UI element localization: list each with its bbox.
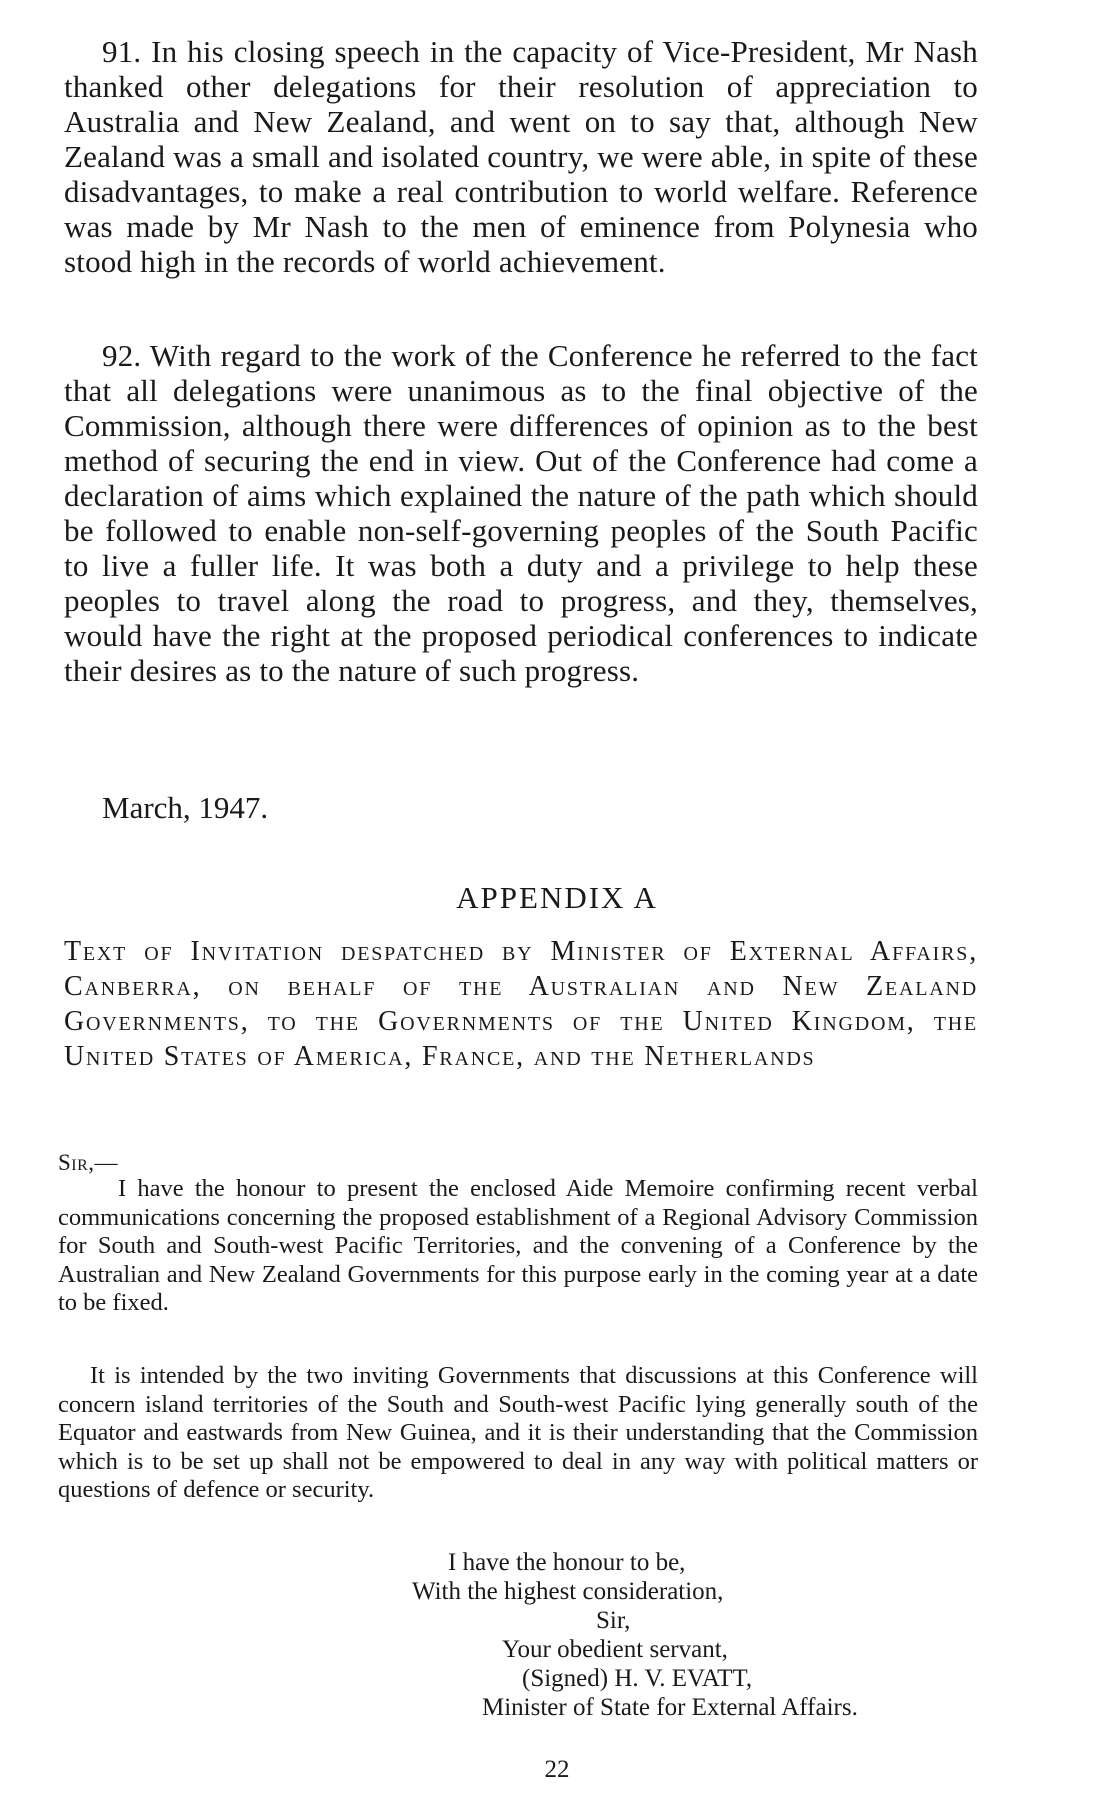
appendix-title: APPENDIX A [456, 880, 658, 915]
closing-line-servant: Your obedient servant, [502, 1636, 728, 1663]
letter-paragraph-1: I have the honour to present the enclosed Aide Memoire confirming recent verbal communications concerning the proposed establishment of a Regional Advisory Commission for South and South-west Pacific Territories, and the convening of a Conference by the Australian and New Zealand Governments for this purpose early in the coming year at a date to be fixed. [58, 1175, 978, 1316]
signature: (Signed) H. V. EVATT, [522, 1665, 753, 1692]
letter-salutation: Sir,— [58, 1150, 119, 1175]
report-date: March, 1947. [102, 790, 269, 825]
closing-line-sir: Sir, [596, 1607, 631, 1634]
closing-line-honour: I have the honour to be, [448, 1549, 686, 1576]
paragraph-91: 91. In his closing speech in the capacity of Vice-President, Mr Nash thanked other delegations for their resolution of appreciation to Australia and New Zealand, and went on to say that, although New Zealand was a small and isolated country, we were able, in spite of these disadvantages, to make a real contribution to world welfare. Reference was made by Mr Nash to the men of eminence from Polynesia who stood high in the records of world achievement. [64, 34, 978, 279]
letter-paragraph-2: It is intended by the two inviting Governments that discussions at this Conference will concern island territories of the South and South-west Pacific lying generally south of the Equator and eastwards from New Guinea, and it is their understanding that the Commission which is to be set up shall not be empowered to deal in any way with political matters or questions of defence or security. [58, 1362, 978, 1503]
appendix-heading: Text of Invitation despatched by Minister of External Affairs, Canberra, on behalf of the Australian and New Zealand Governments, to the Governments of the United Kingdom, the United States of America, France, and the Netherlands [64, 936, 978, 1072]
paragraph-92: 92. With regard to the work of the Conference he referred to the fact that all delegations were unanimous as to the final objective of the Commission, although there were differences of opinion as to the best method of securing the end in view. Out of the Conference had come a declaration of aims which explained the nature of the path which should be followed to enable non-self-governing peoples of the South Pacific to live a fuller life. It was both a duty and a privilege to help these peoples to travel along the road to progress, and they, themselves, would have the right at the proposed periodical conferences to indicate their desires as to the nature of such progress. [64, 338, 978, 688]
signatory-title: Minister of State for External Affairs. [482, 1694, 858, 1721]
page-number: 22 [544, 1756, 570, 1783]
closing-line-consideration: With the highest consideration, [412, 1578, 724, 1605]
